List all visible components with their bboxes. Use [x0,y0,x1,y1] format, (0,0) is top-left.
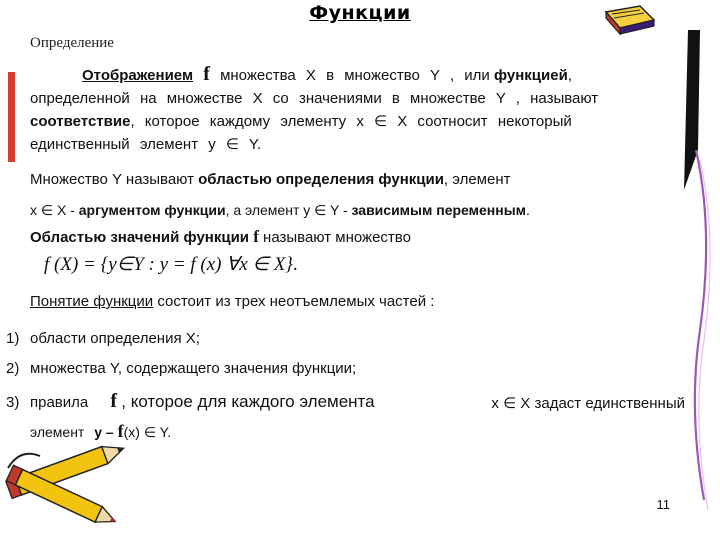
list-item: правила f , которое для каждого элемента x ∈ X задаст единственный [30,390,685,412]
slide-title: Функции [309,2,411,24]
page-number: 11 [656,497,670,512]
range-line: Областью значений функции f называют множество [30,227,411,246]
list-number: 1) [6,330,20,347]
list-number: 2) [6,360,20,377]
list-item: области определения X; [30,330,200,347]
term-mapping: Отображением [82,67,194,84]
accent-bar [8,72,15,162]
definition-paragraph: Отображением f множества X в множество Y , или функцией, определенной на множестве X со значениями в множестве Y , называют соответствие, которое каждому элементу x ∈ X соотносит некоторый единственный элемент y ∈ Y. [30,63,599,153]
definition-line-2: определенной на множестве X со значениями в множестве Y , называют [30,90,599,107]
definition-line-4: единственный элемент y ∈ Y. [30,136,262,153]
f-symbol: f [203,63,210,85]
list-number: 3) [6,394,20,411]
list-item: множества Y, содержащего значения функции; [30,360,357,377]
argument-line: x ∈ X - аргументом функции, а элемент y ∈ Y - зависимым переменным. [30,202,530,218]
section-label: Определение [30,35,114,51]
book-pencil-icon [600,2,660,42]
list-item-continuation: элемент y – f(x) ∈ Y. [30,421,172,441]
pencils-icon [0,438,140,538]
range-formula: f (X) = {y∈Y : y = f (x) ∀x ∈ X}. [44,254,298,275]
concept-line: Понятие функции состоит из трех неотъемлемых частей : [30,293,435,310]
domain-line: Множество Y называют областью определения функции, элемент [30,171,511,188]
term-correspondence: соответствие [30,113,131,130]
